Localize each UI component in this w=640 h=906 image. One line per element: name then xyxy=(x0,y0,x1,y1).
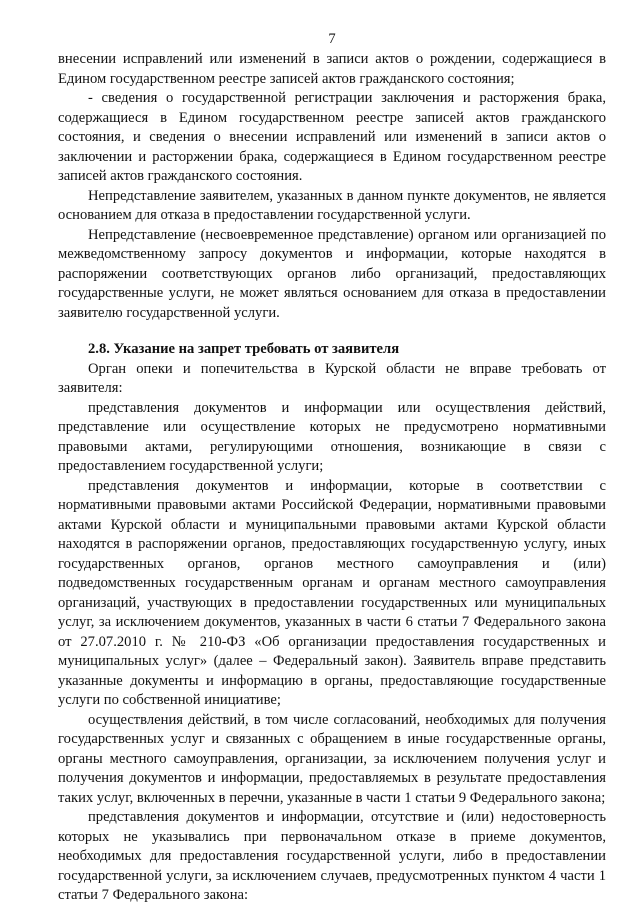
paragraph-non-submission-applicant: Непредставление заявителем, указанных в данном пункте документов, не является основанием для отказа в предоставлении государственной услуги. xyxy=(58,187,606,223)
paragraph-prohibition-intro: Орган опеки и попечительства в Курской области не вправе требовать от заявителя: xyxy=(58,360,606,396)
paragraph-prohibition-item: представления документов и информации или осуществления действий, представление или осуществление которых не предусмотрено нормативными правовыми актами, регулирующими отношения, возникающие в связи с предоставлением государственной услуги; xyxy=(58,399,606,474)
paragraph-prohibition-item: представления документов и информации, которые в соответствии с нормативными правовыми актами Российской Федерации, нормативными правовыми актами Курской области и муниципальными правовыми актами Курской области находятся в распоряжении органов, предоставляющих государственную услугу, иных государственных органов, органов местного самоуправления и (или) подведомственных государственным органам и органам местного самоуправления организаций, участвующих в предоставлении государственных или муниципальных услуг, за исключением документов, указанных в части 6 статьи 7 Федерального закона от 27.07.2010 г. № 210-ФЗ «Об организации предоставления государственных и муниципальных услуг» (далее – Федеральный закон). Заявитель вправе представить указанные документы и информацию в органы, предоставляющие государственные услуги по собственной инициативе; xyxy=(58,477,606,708)
paragraph-prohibition-item: представления документов и информации, отсутствие и (или) недостоверность которых не указывались при первоначальном отказе в приеме документов, необходимых для предоставления государственной услуги, либо в предоставлении государственной услуги, за исключением случаев, предусмотренных пунктом 4 части 1 статьи 7 Федерального закона: xyxy=(58,809,606,903)
section-heading: 2.8. Указание на запрет требовать от заявителя xyxy=(88,341,400,357)
document-page xyxy=(58,30,606,906)
paragraph-non-submission-agency: Непредставление (несвоевременное представление) органом или организацией по межведомственному запросу документов и информации, которые находятся в распоряжении соответствующих органов либо организаций, предоставляющих государственные услуги, не может являться основанием для отказа в предоставлении заявителю государственной услуги. xyxy=(58,226,606,321)
paragraph-prohibition-item: осуществления действий, в том числе согласований, необходимых для получения государственных услуг и связанных с обращением в иные государственные органы, органы местного самоуправления, организации, за исключением получения услуг и получения документов и информации, предоставляемых в результате предоставления таких услуг, включенных в перечни, указанные в части 1 статьи 9 Федерального закона; xyxy=(58,711,606,806)
page-number: 7 xyxy=(328,31,336,47)
paragraph-continuation: внесении исправлений или изменений в записи актов о рождении, содержащиеся в Едином государственном реестре записей актов гражданского состояния; xyxy=(58,51,606,87)
paragraph-marriage-registration: - сведения о государственной регистрации заключения и расторжения брака, содержащиеся в Едином государственном реестре записей актов гражданского состояния, и сведения о внесении исправлений или изменений в записи актов о заключении и расторжении брака, содержащиеся в Едином государственном реестре записей актов гражданского состояния. xyxy=(58,90,606,184)
